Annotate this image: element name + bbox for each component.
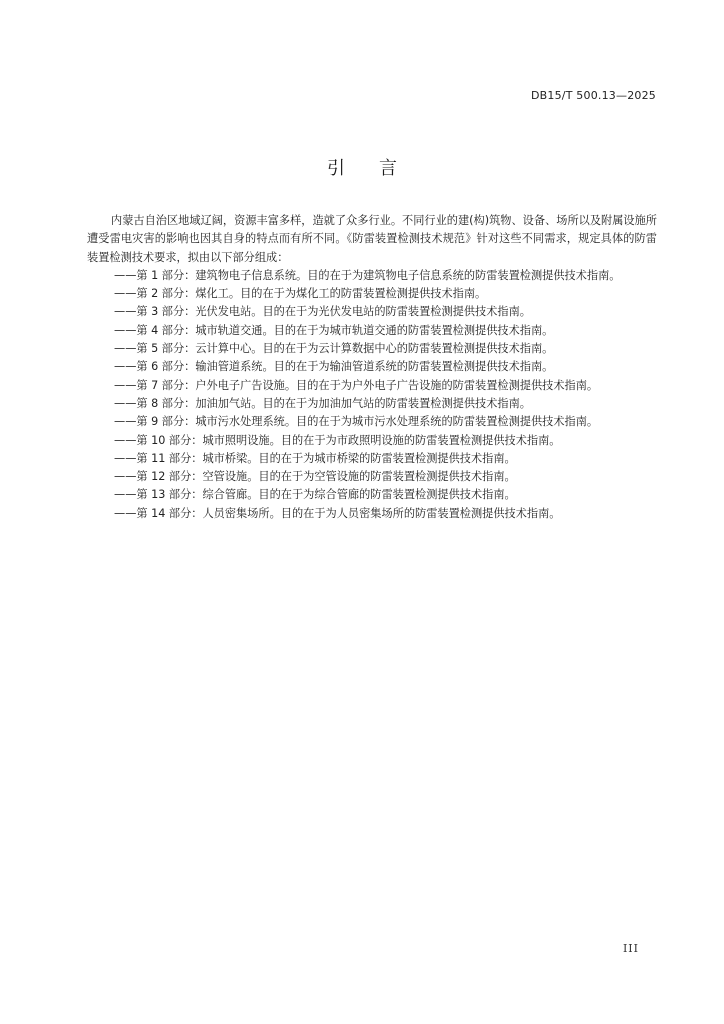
- part-item-13: ——第 13 部分：综合管廊。目的在于为综合管廊的防雷装置检测提供技术指南。: [114, 488, 516, 502]
- parts-list: [87, 267, 657, 523]
- part-item-14: ——第 14 部分：人员密集场所。目的在于为人员密集场所的防雷装置检测提供技术指南。: [114, 506, 561, 520]
- part-item-7: ——第 7 部分：户外电子广告设施。目的在于为户外电子广告设施的防雷装置检测提供技术指南。: [114, 378, 599, 392]
- section-title: 引言: [327, 158, 431, 179]
- document-code: DB15/T 500.13—2025: [530, 89, 656, 102]
- part-item-12: ——第 12 部分：空管设施。目的在于为空管设施的防雷装置检测提供技术指南。: [114, 470, 516, 484]
- part-item-8: ——第 8 部分：加油加气站。目的在于为加油加气站的防雷装置检测提供技术指南。: [114, 396, 531, 410]
- part-item-10: ——第 10 部分：城市照明设施。目的在于为市政照明设施的防雷装置检测提供技术指南。: [114, 433, 561, 447]
- part-item-6: ——第 6 部分：输油管道系统。目的在于为输油管道系统的防雷装置检测提供技术指南。: [114, 360, 554, 374]
- part-item-2: ——第 2 部分：煤化工。目的在于为煤化工的防雷装置检测提供技术指南。: [114, 287, 487, 301]
- part-item-5: ——第 5 部分：云计算中心。目的在于为云计算数据中心的防雷装置检测提供技术指南。: [114, 342, 554, 356]
- part-item-9: ——第 9 部分：城市污水处理系统。目的在于为城市污水处理系统的防雷装置检测提供技术指南。: [114, 415, 599, 429]
- part-item-4: ——第 4 部分：城市轨道交通。目的在于为城市轨道交通的防雷装置检测提供技术指南。: [114, 323, 554, 337]
- document-body: [87, 212, 657, 523]
- part-item-3: ——第 3 部分：光伏发电站。目的在于为光伏发电站的防雷装置检测提供技术指南。: [114, 305, 531, 319]
- intro-paragraph: 内蒙古自治区地域辽阔，资源丰富多样，造就了众多行业。不同行业的建(构)筑物、设备、场所以及附属设施所遭受雷电灾害的影响也因其自身的特点而有所不同。《防雷装置检测技术规范》针对这些不同需求，规定具体的防雷装置检测技术要求，拟由以下部分组成：: [87, 214, 657, 264]
- part-item-1: ——第 1 部分：建筑物电子信息系统。目的在于为建筑物电子信息系统的防雷装置检测提供技术指南。: [114, 268, 621, 282]
- page-number: III: [622, 942, 639, 955]
- part-item-11: ——第 11 部分：城市桥梁。目的在于为城市桥梁的防雷装置检测提供技术指南。: [114, 451, 516, 465]
